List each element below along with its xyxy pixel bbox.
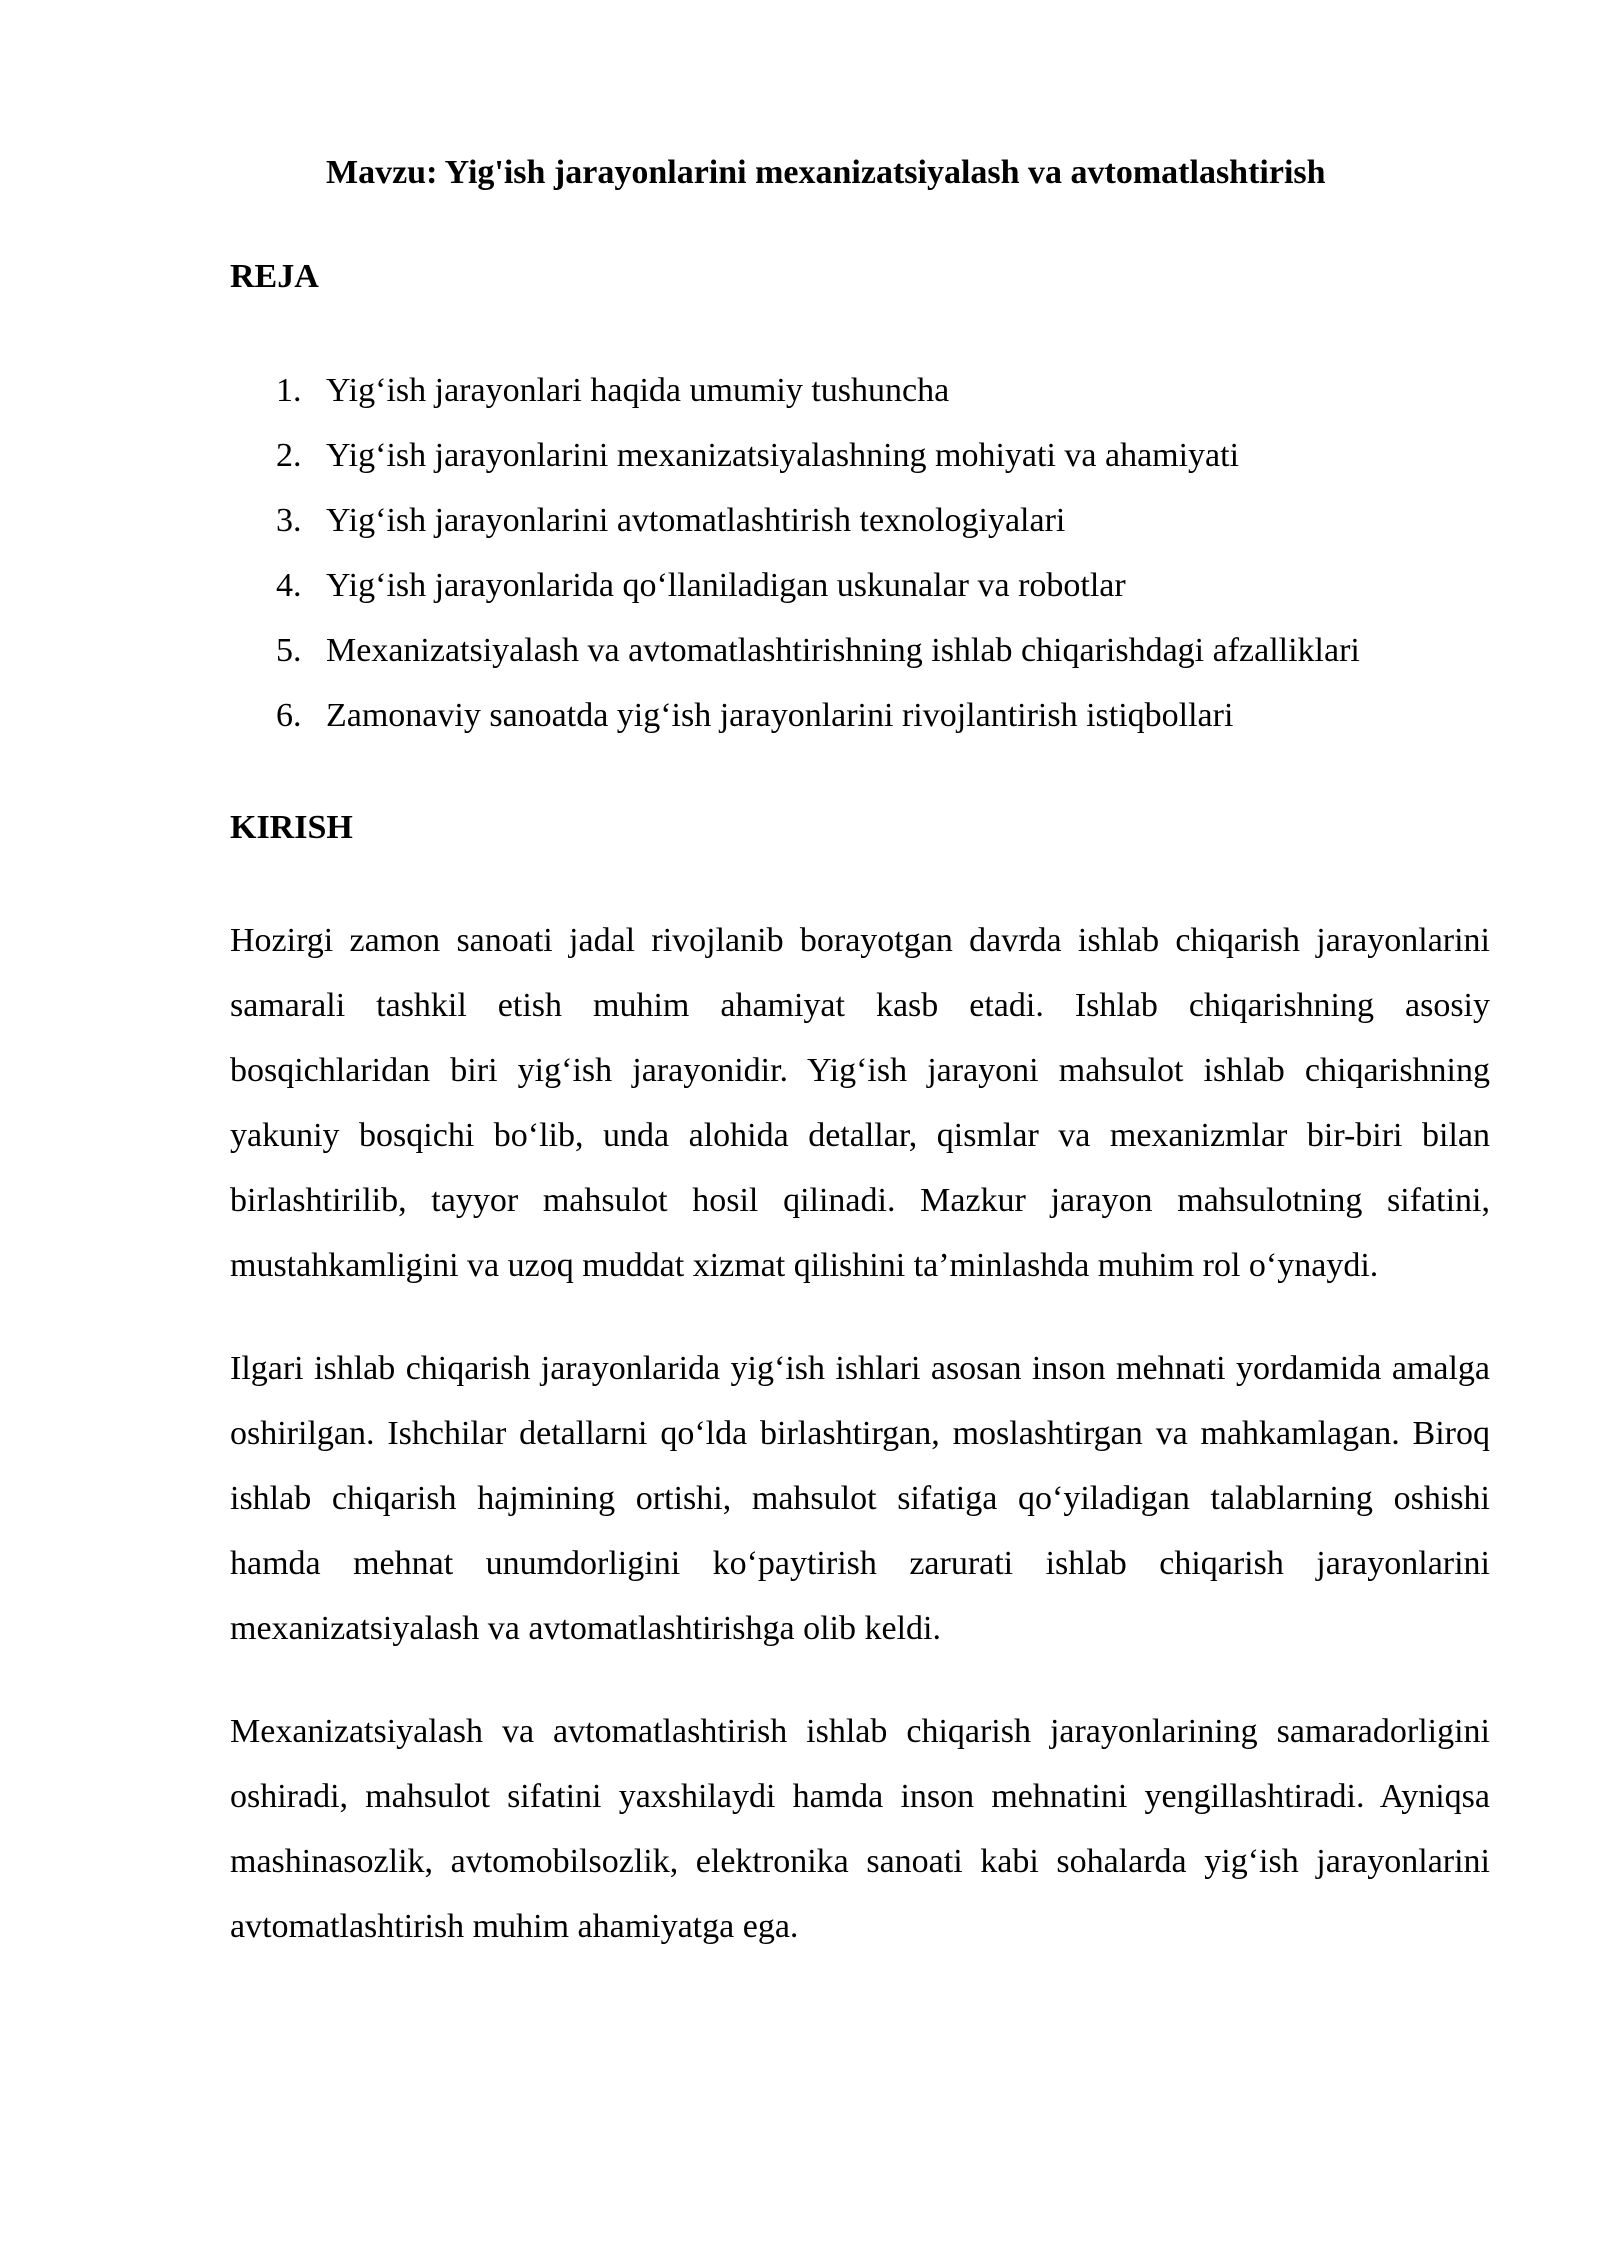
plan-item bbox=[230, 488, 1490, 553]
plan-item-number: 5. bbox=[276, 632, 302, 669]
intro-paragraph-3: Mexanizatsiyalash va avtomatlashtirish ishlab chiqarish jarayonlarining samaradorligini oshiradi, mahsulot sifatini yaxshilaydi hamda inson mehnatini yengillashtiradi. Ayniqsa mashinasozlik, avtomobilsozlik, elektronika sanoati kabi sohalarda yig‘ish jarayonlarini avtomatlashtirish muhim ahamiyatga ega. bbox=[230, 1713, 1490, 1945]
plan-item-number: 2. bbox=[276, 437, 302, 474]
plan-item-text: Mexanizatsiyalash va avtomatlashtirishning ishlab chiqarishdagi afzalliklari bbox=[326, 632, 1360, 669]
intro-paragraph-2: Ilgari ishlab chiqarish jarayonlarida yig‘ish ishlari asosan inson mehnati yordamida amalga oshirilgan. Ishchilar detallarni qo‘lda birlashtirgan, moslashtirgan va mahkamlagan. Biroq ishlab chiqarish hajmining ortishi, mahsulot sifatiga qo‘yiladigan talablarning oshishi hamda mehnat unumdorligini ko‘paytirish zarurati ishlab chiqarish jarayonlarini mexanizatsiyalash va avtomatlashtirishga olib keldi. bbox=[230, 1350, 1490, 1647]
document-title: Mavzu: Yig'ish jarayonlarini mexanizatsiyalash va avtomatlashtirish bbox=[326, 154, 1326, 191]
plan-item-number: 1. bbox=[276, 372, 302, 409]
plan-item-text: Yig‘ish jarayonlari haqida umumiy tushuncha bbox=[326, 372, 950, 409]
intro-paragraph-1: Hozirgi zamon sanoati jadal rivojlanib borayotgan davrda ishlab chiqarish jarayonlarini samarali tashkil etish muhim ahamiyat kasb etadi. Ishlab chiqarishning asosiy bosqichlaridan biri yig‘ish jarayonidir. Yig‘ish jarayoni mahsulot ishlab chiqarishning yakuniy bosqichi bo‘lib, unda alohida detallar, qismlar va mexanizmlar bir-biri bilan birlashtirilib, tayyor mahsulot hosil qilinadi. Mazkur jarayon mahsulotning sifatini, mustahkamligini va uzoq muddat xizmat qilishini ta’minlashda muhim rol o‘ynaydi. bbox=[230, 922, 1490, 1284]
plan-item bbox=[230, 618, 1490, 683]
plan-item bbox=[230, 358, 1490, 423]
plan-item-number: 3. bbox=[276, 502, 302, 539]
plan-item-number: 6. bbox=[276, 697, 302, 734]
plan-item-text: Yig‘ish jarayonlarida qo‘llaniladigan uskunalar va robotlar bbox=[326, 567, 1126, 604]
plan-item bbox=[230, 553, 1490, 618]
plan-item bbox=[230, 683, 1490, 748]
plan-item bbox=[230, 423, 1490, 488]
plan-list bbox=[230, 358, 1490, 748]
plan-item-number: 4. bbox=[276, 567, 302, 604]
intro-heading: KIRISH bbox=[230, 809, 353, 846]
plan-item-text: Zamonaviy sanoatda yig‘ish jarayonlarini rivojlantirish istiqbollari bbox=[326, 697, 1234, 734]
plan-item-text: Yig‘ish jarayonlarini mexanizatsiyalashning mohiyati va ahamiyati bbox=[326, 437, 1240, 474]
plan-item-text: Yig‘ish jarayonlarini avtomatlashtirish texnologiyalari bbox=[326, 502, 1066, 539]
plan-heading: REJA bbox=[230, 258, 319, 295]
document-body bbox=[230, 150, 1490, 1959]
